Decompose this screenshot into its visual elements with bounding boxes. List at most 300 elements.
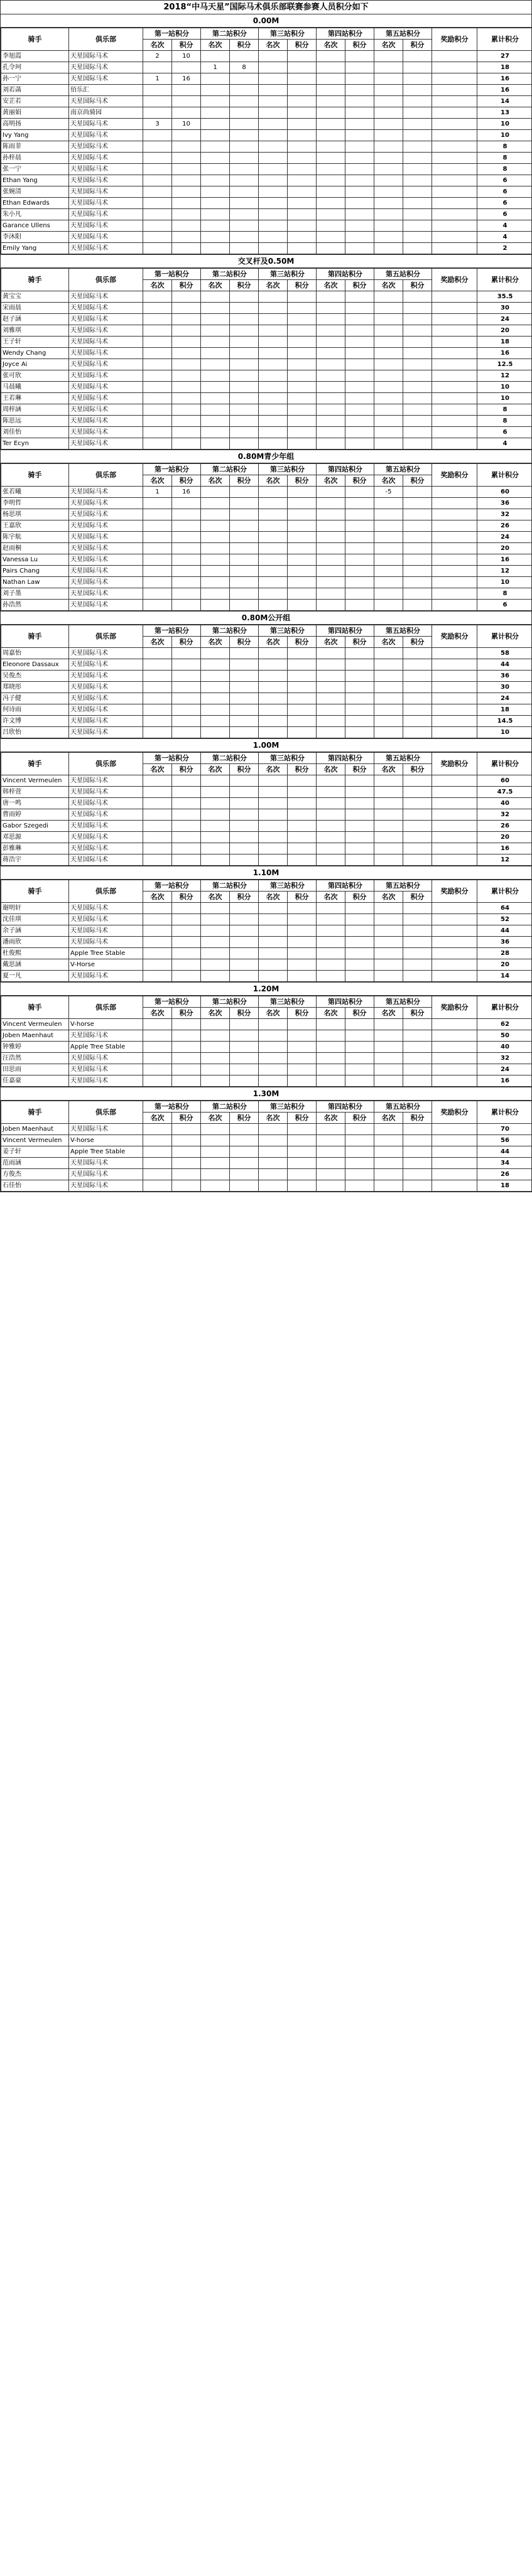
total-points: 24: [477, 532, 532, 543]
round-rank: [259, 427, 288, 438]
round-rank: [259, 487, 288, 498]
header-round: 第五站积分: [374, 464, 432, 475]
round-rank: [259, 85, 288, 96]
table-row: [1, 716, 532, 727]
round-points: [345, 509, 374, 520]
round-rank: [374, 925, 403, 937]
round-rank: [259, 1124, 288, 1135]
round-points: [345, 73, 374, 85]
round-rank: [374, 198, 403, 209]
total-points: 6: [477, 427, 532, 438]
round-points: [230, 141, 259, 153]
round-points: [403, 1158, 432, 1169]
round-points: [345, 809, 374, 821]
round-rank: [259, 359, 288, 370]
header-round: 第二站积分: [201, 753, 259, 764]
round-points: [230, 1019, 259, 1030]
round-rank: [143, 532, 172, 543]
total-points: 26: [477, 1169, 532, 1180]
header-rider: 骑手: [1, 880, 69, 903]
round-rank: [374, 1053, 403, 1064]
round-points: [172, 832, 201, 843]
round-points: [345, 682, 374, 693]
round-points: [230, 854, 259, 866]
club-name: Apple Tree Stable: [69, 948, 143, 959]
header-rank: 名次: [201, 637, 230, 648]
round-points: [288, 693, 317, 704]
round-points: [172, 1019, 201, 1030]
table-row: [1, 62, 532, 73]
round-rank: [143, 337, 172, 348]
rider-name: Pairs Chang: [1, 566, 69, 577]
round-rank: [374, 959, 403, 971]
round-rank: [201, 925, 230, 937]
round-points: [345, 1053, 374, 1064]
round-points: [345, 775, 374, 787]
table-row: [1, 243, 532, 254]
header-club: 俱乐部: [69, 1101, 143, 1124]
round-rank: [374, 438, 403, 450]
section-title: 1.30M: [1, 1087, 531, 1101]
round-rank: [317, 948, 345, 959]
header-round: 第一站积分: [143, 464, 201, 475]
round-rank: [317, 62, 345, 73]
table-row: [1, 85, 532, 96]
header-rank: 名次: [201, 280, 230, 291]
round-rank: [259, 787, 288, 798]
round-points: [403, 832, 432, 843]
round-rank: [374, 532, 403, 543]
round-rank: [143, 1042, 172, 1053]
round-points: [230, 1158, 259, 1169]
club-name: 天星国际马术: [69, 153, 143, 164]
round-points: [288, 382, 317, 393]
header-round: 第一站积分: [143, 753, 201, 764]
round-points: [230, 220, 259, 232]
round-rank: [374, 727, 403, 738]
header-bonus: 奖励积分: [432, 269, 477, 291]
round-points: [403, 566, 432, 577]
header-rank: 名次: [317, 280, 345, 291]
round-points: [403, 370, 432, 382]
header-points: 积分: [288, 40, 317, 51]
round-rank: [317, 186, 345, 198]
total-points: 6: [477, 198, 532, 209]
round-points: [288, 727, 317, 738]
round-points: [345, 903, 374, 914]
round-rank: [259, 704, 288, 716]
section-title: 1.20M: [1, 983, 531, 996]
round-points: [230, 487, 259, 498]
round-rank: [317, 119, 345, 130]
round-points: [288, 62, 317, 73]
header-points: 积分: [230, 475, 259, 487]
round-rank: [201, 119, 230, 130]
header-points: 积分: [403, 40, 432, 51]
round-rank: [317, 198, 345, 209]
rider-name: Garance Ullens: [1, 220, 69, 232]
header-round: 第三站积分: [259, 753, 317, 764]
rider-name: 赵子涵: [1, 314, 69, 325]
header-bonus: 奖励积分: [432, 28, 477, 51]
total-points: 44: [477, 1146, 532, 1158]
total-points: 50: [477, 1030, 532, 1042]
round-rank: [317, 303, 345, 314]
bonus-points: [432, 832, 477, 843]
round-rank: [374, 370, 403, 382]
total-points: 6: [477, 175, 532, 186]
round-rank: [201, 1030, 230, 1042]
rider-name: Ter Ecyn: [1, 438, 69, 450]
round-points: [345, 186, 374, 198]
round-points: [230, 51, 259, 62]
club-name: 天星国际马术: [69, 141, 143, 153]
header-rank: 名次: [143, 280, 172, 291]
round-rank: [143, 220, 172, 232]
round-points: [345, 153, 374, 164]
rider-name: 陈雨菲: [1, 141, 69, 153]
round-points: [403, 509, 432, 520]
table-row: [1, 648, 532, 659]
table-row: [1, 925, 532, 937]
round-points: [345, 85, 374, 96]
header-round: 第五站积分: [374, 753, 432, 764]
round-rank: [201, 693, 230, 704]
round-points: [230, 809, 259, 821]
bonus-points: [432, 937, 477, 948]
round-points: [403, 600, 432, 611]
round-rank: [374, 577, 403, 588]
table-row: [1, 220, 532, 232]
round-rank: [374, 1075, 403, 1087]
header-round: 第四站积分: [317, 996, 374, 1008]
club-name: 天星国际马术: [69, 903, 143, 914]
round-rank: 1: [143, 487, 172, 498]
header-points: 积分: [403, 475, 432, 487]
round-points: [172, 1158, 201, 1169]
table-row: [1, 948, 532, 959]
total-points: 26: [477, 520, 532, 532]
round-rank: [143, 1030, 172, 1042]
round-rank: [259, 775, 288, 787]
club-name: 南京尚骑园: [69, 107, 143, 119]
table-row: [1, 693, 532, 704]
round-points: [288, 359, 317, 370]
round-points: [345, 832, 374, 843]
bonus-points: [432, 1030, 477, 1042]
table-row: [1, 107, 532, 119]
round-points: [288, 704, 317, 716]
round-points: [403, 971, 432, 982]
round-rank: [317, 427, 345, 438]
table-row: [1, 727, 532, 738]
round-points: [230, 509, 259, 520]
round-points: [172, 416, 201, 427]
round-points: [288, 659, 317, 671]
round-rank: [143, 153, 172, 164]
header-club: 俱乐部: [69, 880, 143, 903]
round-rank: [201, 243, 230, 254]
rider-name: 赵雨桐: [1, 543, 69, 554]
round-points: [403, 1042, 432, 1053]
rider-name: Ethan Edwards: [1, 198, 69, 209]
round-rank: [143, 843, 172, 854]
round-rank: [143, 600, 172, 611]
round-rank: [143, 62, 172, 73]
header-rank: 名次: [259, 637, 288, 648]
round-rank: [259, 1053, 288, 1064]
header-points: 积分: [288, 1113, 317, 1124]
header-points: 积分: [230, 40, 259, 51]
club-name: V-Horse: [69, 959, 143, 971]
rider-name: 李明哲: [1, 498, 69, 509]
round-points: [172, 427, 201, 438]
header-bonus: 奖励积分: [432, 464, 477, 487]
round-points: [345, 220, 374, 232]
score-section: [0, 254, 532, 450]
round-points: [172, 577, 201, 588]
bonus-points: [432, 727, 477, 738]
bonus-points: [432, 509, 477, 520]
round-points: [288, 243, 317, 254]
total-points: 44: [477, 659, 532, 671]
round-rank: [317, 971, 345, 982]
round-rank: [374, 1019, 403, 1030]
round-points: [288, 971, 317, 982]
club-name: 天星国际马术: [69, 1158, 143, 1169]
bonus-points: [432, 73, 477, 85]
round-points: [288, 648, 317, 659]
round-rank: [201, 600, 230, 611]
round-points: [345, 427, 374, 438]
round-points: [230, 404, 259, 416]
header-round: 第三站积分: [259, 269, 317, 280]
round-rank: [201, 209, 230, 220]
round-rank: [374, 96, 403, 107]
round-rank: 1: [201, 62, 230, 73]
header-round: 第三站积分: [259, 880, 317, 892]
round-rank: [374, 1169, 403, 1180]
round-rank: [259, 393, 288, 404]
round-rank: [143, 948, 172, 959]
club-name: 天星国际马术: [69, 303, 143, 314]
round-points: [345, 370, 374, 382]
total-points: 4: [477, 220, 532, 232]
header-club: 俱乐部: [69, 753, 143, 775]
round-points: [230, 164, 259, 175]
club-name: 天星国际马术: [69, 693, 143, 704]
header-rank: 名次: [317, 475, 345, 487]
round-points: [230, 843, 259, 854]
club-name: 天星国际马术: [69, 682, 143, 693]
header-round: 第五站积分: [374, 1101, 432, 1113]
round-points: [288, 682, 317, 693]
round-points: [288, 1146, 317, 1158]
rider-name: 韩梓萱: [1, 787, 69, 798]
header-rank: 名次: [143, 637, 172, 648]
total-points: 16: [477, 554, 532, 566]
round-points: [172, 914, 201, 925]
round-points: [345, 498, 374, 509]
round-rank: [317, 854, 345, 866]
round-points: [288, 600, 317, 611]
round-points: [172, 671, 201, 682]
rider-name: 田思雨: [1, 1064, 69, 1075]
bonus-points: [432, 487, 477, 498]
round-rank: [374, 1135, 403, 1146]
rider-name: Joben Maenhaut: [1, 1124, 69, 1135]
round-points: [230, 659, 259, 671]
round-points: [172, 1064, 201, 1075]
rider-name: 方俊杰: [1, 1169, 69, 1180]
round-points: [345, 62, 374, 73]
round-points: 16: [172, 487, 201, 498]
round-rank: [143, 1075, 172, 1087]
round-points: [172, 925, 201, 937]
round-rank: [259, 382, 288, 393]
total-points: 18: [477, 1180, 532, 1192]
total-points: 16: [477, 348, 532, 359]
round-rank: [259, 682, 288, 693]
round-points: [345, 404, 374, 416]
round-rank: [317, 925, 345, 937]
round-rank: [201, 427, 230, 438]
round-points: [230, 532, 259, 543]
club-name: 天星国际马术: [69, 416, 143, 427]
table-row: [1, 1180, 532, 1192]
total-points: 18: [477, 62, 532, 73]
table-row: [1, 971, 532, 982]
club-name: 天星国际马术: [69, 487, 143, 498]
round-points: [230, 382, 259, 393]
club-name: 天星国际马术: [69, 1075, 143, 1087]
rider-name: 朱小凡: [1, 209, 69, 220]
round-rank: [259, 164, 288, 175]
round-rank: [143, 809, 172, 821]
round-points: [288, 843, 317, 854]
round-rank: [143, 566, 172, 577]
header-rank: 名次: [374, 764, 403, 775]
round-rank: [374, 1158, 403, 1169]
table-row: [1, 798, 532, 809]
round-points: [172, 554, 201, 566]
header-points: 积分: [172, 637, 201, 648]
total-points: 10: [477, 393, 532, 404]
header-points: 积分: [230, 637, 259, 648]
header-rank: 名次: [374, 892, 403, 903]
total-points: 24: [477, 693, 532, 704]
table-row: [1, 903, 532, 914]
bonus-points: [432, 1124, 477, 1135]
round-rank: [259, 543, 288, 554]
club-name: 天星国际马术: [69, 427, 143, 438]
round-points: [288, 809, 317, 821]
total-points: 18: [477, 337, 532, 348]
round-rank: [259, 1075, 288, 1087]
round-points: [172, 704, 201, 716]
header-points: 积分: [230, 1113, 259, 1124]
total-points: 40: [477, 1042, 532, 1053]
club-name: 天星国际马术: [69, 73, 143, 85]
round-points: [288, 291, 317, 303]
round-rank: [317, 520, 345, 532]
round-rank: [317, 51, 345, 62]
round-rank: [201, 370, 230, 382]
round-points: [172, 854, 201, 866]
round-rank: [143, 821, 172, 832]
table-row: [1, 520, 532, 532]
round-rank: [374, 1042, 403, 1053]
round-rank: [259, 107, 288, 119]
header-rank: 名次: [374, 280, 403, 291]
rider-name: 郑晓彤: [1, 682, 69, 693]
header-round: 第一站积分: [143, 625, 201, 637]
header-rider: 骑手: [1, 269, 69, 291]
round-rank: [317, 843, 345, 854]
table-row: [1, 532, 532, 543]
bonus-points: [432, 314, 477, 325]
round-rank: [201, 153, 230, 164]
bonus-points: [432, 798, 477, 809]
round-points: [288, 337, 317, 348]
round-points: [403, 520, 432, 532]
round-points: [403, 648, 432, 659]
round-points: [403, 682, 432, 693]
round-rank: [374, 1064, 403, 1075]
round-rank: [374, 948, 403, 959]
table-row: [1, 348, 532, 359]
round-rank: [374, 314, 403, 325]
round-points: [230, 1135, 259, 1146]
total-points: 62: [477, 1019, 532, 1030]
round-points: [403, 1075, 432, 1087]
round-points: [230, 543, 259, 554]
round-points: [172, 303, 201, 314]
round-points: [172, 337, 201, 348]
round-points: [172, 948, 201, 959]
score-table: [1, 996, 532, 1087]
round-rank: [259, 1135, 288, 1146]
table-row: [1, 600, 532, 611]
club-name: 天星国际马术: [69, 716, 143, 727]
round-points: [288, 96, 317, 107]
round-rank: [259, 186, 288, 198]
round-points: [230, 119, 259, 130]
round-points: [230, 716, 259, 727]
header-rank: 名次: [259, 892, 288, 903]
header-points: 积分: [288, 637, 317, 648]
round-rank: [143, 971, 172, 982]
round-rank: [374, 693, 403, 704]
round-points: [230, 554, 259, 566]
header-round: 第三站积分: [259, 625, 317, 637]
bonus-points: [432, 809, 477, 821]
round-rank: [317, 543, 345, 554]
round-points: [403, 416, 432, 427]
round-points: [172, 809, 201, 821]
round-points: [403, 1180, 432, 1192]
round-points: [230, 948, 259, 959]
round-points: [345, 164, 374, 175]
round-points: [172, 543, 201, 554]
round-rank: [374, 971, 403, 982]
round-points: [345, 416, 374, 427]
header-rider: 骑手: [1, 28, 69, 51]
round-rank: [201, 971, 230, 982]
table-row: [1, 51, 532, 62]
round-points: [403, 903, 432, 914]
score-section: [0, 866, 532, 982]
